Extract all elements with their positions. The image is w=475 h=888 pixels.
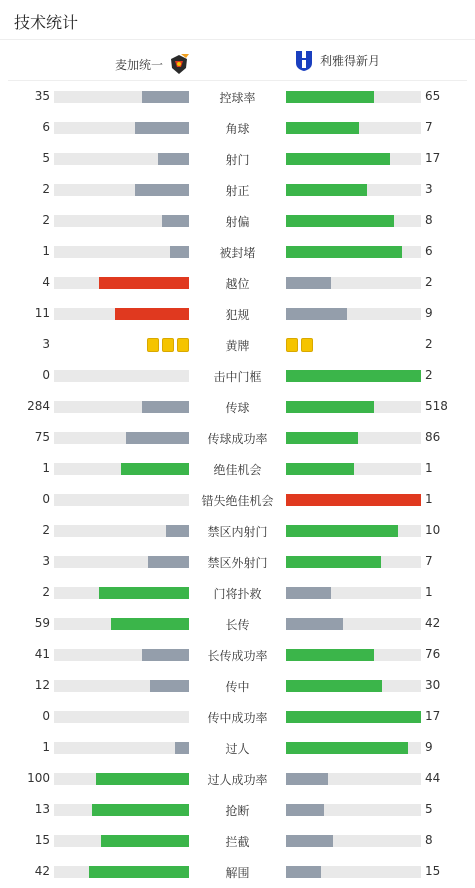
stat-row [0, 236, 475, 267]
home-value: 4 [42, 275, 50, 289]
away-value: 518 [425, 399, 448, 413]
away-value: 2 [425, 368, 433, 382]
home-bar-track [54, 804, 189, 816]
away-bar-track [286, 835, 421, 847]
stat-row [0, 546, 475, 577]
home-value: 5 [42, 151, 50, 165]
away-bar-track [286, 804, 421, 816]
stat-row [0, 391, 475, 422]
home-value: 100 [27, 771, 50, 785]
away-value: 1 [425, 461, 433, 475]
home-bar-fill [111, 618, 189, 630]
home-value: 15 [34, 833, 50, 847]
page-title: 技术统计 [0, 0, 475, 40]
teams-header [8, 40, 467, 81]
home-team-logo-icon [167, 52, 191, 76]
home-bar-track [54, 215, 189, 227]
home-value: 2 [42, 523, 50, 537]
away-bar-track [286, 153, 421, 165]
stat-label: 犯规 [225, 308, 250, 322]
home-value: 59 [34, 616, 50, 630]
away-bar-track [286, 91, 421, 103]
home-bar-track [54, 463, 189, 475]
home-bar-track [54, 153, 189, 165]
home-bar-track [54, 680, 189, 692]
home-bar-fill [115, 308, 189, 320]
home-bar-track [54, 494, 189, 506]
away-team-name: 利雅得新月 [320, 53, 381, 68]
away-bar-fill [286, 91, 374, 103]
home-value: 41 [34, 647, 50, 661]
stat-row [0, 267, 475, 298]
stat-row [0, 701, 475, 732]
stat-label: 角球 [225, 122, 250, 136]
stat-label: 传中成功率 [207, 711, 268, 725]
away-value: 30 [425, 678, 441, 692]
stat-label: 过人 [225, 742, 250, 756]
stat-label: 射偏 [225, 215, 250, 229]
home-value: 3 [42, 554, 50, 568]
away-bar-fill [286, 835, 333, 847]
stat-label: 传中 [225, 680, 250, 694]
away-bar-fill [286, 122, 359, 134]
home-bar-track [54, 246, 189, 258]
yellow-card-icon [177, 338, 189, 352]
away-bar-track [286, 711, 421, 723]
away-value: 17 [425, 709, 441, 723]
home-value: 11 [34, 306, 50, 320]
away-team-logo-icon [292, 48, 316, 72]
home-bar-fill [135, 184, 189, 196]
away-bar-track [286, 432, 421, 444]
away-bar-fill [286, 556, 381, 568]
stat-row [0, 298, 475, 329]
home-bar-track [54, 432, 189, 444]
away-bar-track [286, 494, 421, 506]
home-value: 1 [42, 244, 50, 258]
away-bar-fill [286, 742, 408, 754]
away-bar-fill [286, 587, 331, 599]
stat-row [0, 360, 475, 391]
stat-row [0, 608, 475, 639]
away-bar-track [286, 866, 421, 878]
away-value: 2 [425, 275, 433, 289]
stat-label: 传球 [225, 401, 250, 415]
stat-row [0, 422, 475, 453]
stat-row [0, 794, 475, 825]
home-bar-track [54, 277, 189, 289]
away-bar-fill [286, 866, 321, 878]
away-bar-fill [286, 432, 358, 444]
stat-label: 控球率 [219, 91, 256, 105]
stat-label: 错失绝佳机会 [201, 494, 274, 508]
away-bar-track [286, 587, 421, 599]
away-bar-track [286, 122, 421, 134]
home-bar-fill [99, 277, 189, 289]
home-value: 2 [42, 182, 50, 196]
away-value: 76 [425, 647, 441, 661]
stat-label: 传球成功率 [207, 432, 268, 446]
stat-label: 射正 [225, 184, 250, 198]
home-bar-track [54, 649, 189, 661]
stat-label: 越位 [225, 277, 250, 291]
away-value: 8 [425, 833, 433, 847]
home-bar-fill [99, 587, 189, 599]
home-bar-track [54, 618, 189, 630]
home-bar-fill [135, 122, 189, 134]
away-value: 1 [425, 492, 433, 506]
away-bar-track [286, 742, 421, 754]
yellow-card-icon [147, 338, 159, 352]
home-bar-fill [96, 773, 189, 785]
yellow-card-icon [301, 338, 313, 352]
home-value: 6 [42, 120, 50, 134]
away-value: 42 [425, 616, 441, 630]
home-value: 2 [42, 585, 50, 599]
stat-label: 射门 [225, 153, 250, 167]
home-value: 284 [27, 399, 50, 413]
stat-row [0, 639, 475, 670]
stat-row [0, 143, 475, 174]
away-bar-track [286, 463, 421, 475]
stat-label: 解围 [225, 866, 250, 880]
home-bar-track [54, 401, 189, 413]
home-bar-track [54, 773, 189, 785]
away-bar-track [286, 649, 421, 661]
stat-label: 禁区内射门 [207, 525, 268, 539]
away-bar-fill [286, 277, 331, 289]
away-bar-track [286, 680, 421, 692]
away-bar-track [286, 246, 421, 258]
away-value: 86 [425, 430, 441, 444]
away-value: 44 [425, 771, 441, 785]
home-value: 75 [34, 430, 50, 444]
away-value: 9 [425, 740, 433, 754]
stat-row [0, 670, 475, 701]
home-bar-fill [101, 835, 189, 847]
stat-row [0, 856, 475, 887]
away-bar-fill [286, 711, 421, 723]
home-bar-track [54, 308, 189, 320]
away-value: 9 [425, 306, 433, 320]
stat-row [0, 825, 475, 856]
away-value: 8 [425, 213, 433, 227]
away-bar-fill [286, 618, 343, 630]
home-bar-fill [150, 680, 189, 692]
home-bar-track [54, 742, 189, 754]
home-bar-track [54, 835, 189, 847]
home-bar-fill [158, 153, 189, 165]
stat-label: 绝佳机会 [213, 463, 262, 477]
home-value: 3 [42, 337, 50, 351]
stat-row [0, 732, 475, 763]
away-bar-track [286, 525, 421, 537]
home-yellow-cards [147, 338, 189, 352]
away-bar-track [286, 184, 421, 196]
home-bar-fill [121, 463, 189, 475]
home-bar-track [54, 370, 189, 382]
home-value: 13 [34, 802, 50, 816]
home-value: 35 [34, 89, 50, 103]
stat-row [0, 453, 475, 484]
away-yellow-cards [286, 338, 313, 352]
away-bar-track [286, 618, 421, 630]
away-bar-fill [286, 680, 382, 692]
home-bar-track [54, 866, 189, 878]
away-value: 65 [425, 89, 441, 103]
home-bar-fill [142, 91, 189, 103]
stat-row [0, 81, 475, 112]
home-team-name: 麦加统一 [114, 57, 163, 72]
stat-row [0, 763, 475, 794]
stat-label: 过人成功率 [207, 773, 268, 787]
home-value: 1 [42, 461, 50, 475]
away-bar-track [286, 370, 421, 382]
stat-row [0, 205, 475, 236]
stat-row [0, 112, 475, 143]
away-bar-fill [286, 153, 390, 165]
home-bar-track [54, 122, 189, 134]
home-bar-fill [170, 246, 189, 258]
home-bar-fill [148, 556, 189, 568]
away-bar-fill [286, 649, 374, 661]
away-value: 5 [425, 802, 433, 816]
away-value: 1 [425, 585, 433, 599]
away-bar-track [286, 215, 421, 227]
stat-row [0, 577, 475, 608]
away-bar-track [286, 556, 421, 568]
home-value: 42 [34, 864, 50, 878]
home-bar-track [54, 587, 189, 599]
stat-row [0, 174, 475, 205]
away-bar-fill [286, 246, 402, 258]
stat-row [0, 329, 475, 360]
away-bar-fill [286, 804, 324, 816]
home-value: 0 [42, 368, 50, 382]
away-bar-fill [286, 184, 367, 196]
away-value: 10 [425, 523, 441, 537]
stat-label: 禁区外射门 [207, 556, 268, 570]
away-bar-fill [286, 463, 354, 475]
away-value: 2 [425, 337, 433, 351]
away-value: 15 [425, 864, 441, 878]
home-value: 0 [42, 492, 50, 506]
away-bar-fill [286, 494, 421, 506]
stat-label: 黄牌 [225, 339, 250, 353]
stat-label: 被封堵 [219, 246, 256, 260]
stat-label: 长传 [225, 618, 250, 632]
away-bar-track [286, 277, 421, 289]
yellow-card-icon [286, 338, 298, 352]
home-value: 0 [42, 709, 50, 723]
away-bar-track [286, 401, 421, 413]
away-bar-track [286, 308, 421, 320]
away-bar-fill [286, 215, 394, 227]
away-bar-track [286, 773, 421, 785]
home-bar-fill [166, 525, 189, 537]
home-bar-fill [89, 866, 189, 878]
away-value: 17 [425, 151, 441, 165]
away-value: 7 [425, 554, 433, 568]
home-value: 1 [42, 740, 50, 754]
away-value: 6 [425, 244, 433, 258]
stat-row [0, 515, 475, 546]
stat-label: 击中门框 [213, 370, 262, 384]
away-bar-fill [286, 401, 374, 413]
home-bar-fill [142, 401, 189, 413]
stat-row [0, 484, 475, 515]
home-bar-fill [126, 432, 189, 444]
home-value: 12 [34, 678, 50, 692]
home-bar-fill [175, 742, 189, 754]
stat-label: 长传成功率 [207, 649, 268, 663]
home-bar-fill [92, 804, 189, 816]
away-value: 7 [425, 120, 433, 134]
away-value: 3 [425, 182, 433, 196]
home-bar-fill [142, 649, 189, 661]
away-bar-fill [286, 308, 347, 320]
away-bar-fill [286, 370, 421, 382]
away-bar-fill [286, 773, 328, 785]
stat-label: 拦截 [225, 835, 250, 849]
home-bar-fill [162, 215, 189, 227]
stat-label: 门将扑救 [213, 587, 262, 601]
stat-label: 抢断 [225, 804, 250, 818]
away-team[interactable] [292, 48, 380, 72]
home-bar-track [54, 556, 189, 568]
home-bar-track [54, 711, 189, 723]
home-value: 2 [42, 213, 50, 227]
yellow-card-icon [162, 338, 174, 352]
home-bar-track [54, 525, 189, 537]
home-team[interactable] [115, 52, 191, 76]
home-bar-track [54, 184, 189, 196]
home-bar-track [54, 91, 189, 103]
away-bar-fill [286, 525, 398, 537]
